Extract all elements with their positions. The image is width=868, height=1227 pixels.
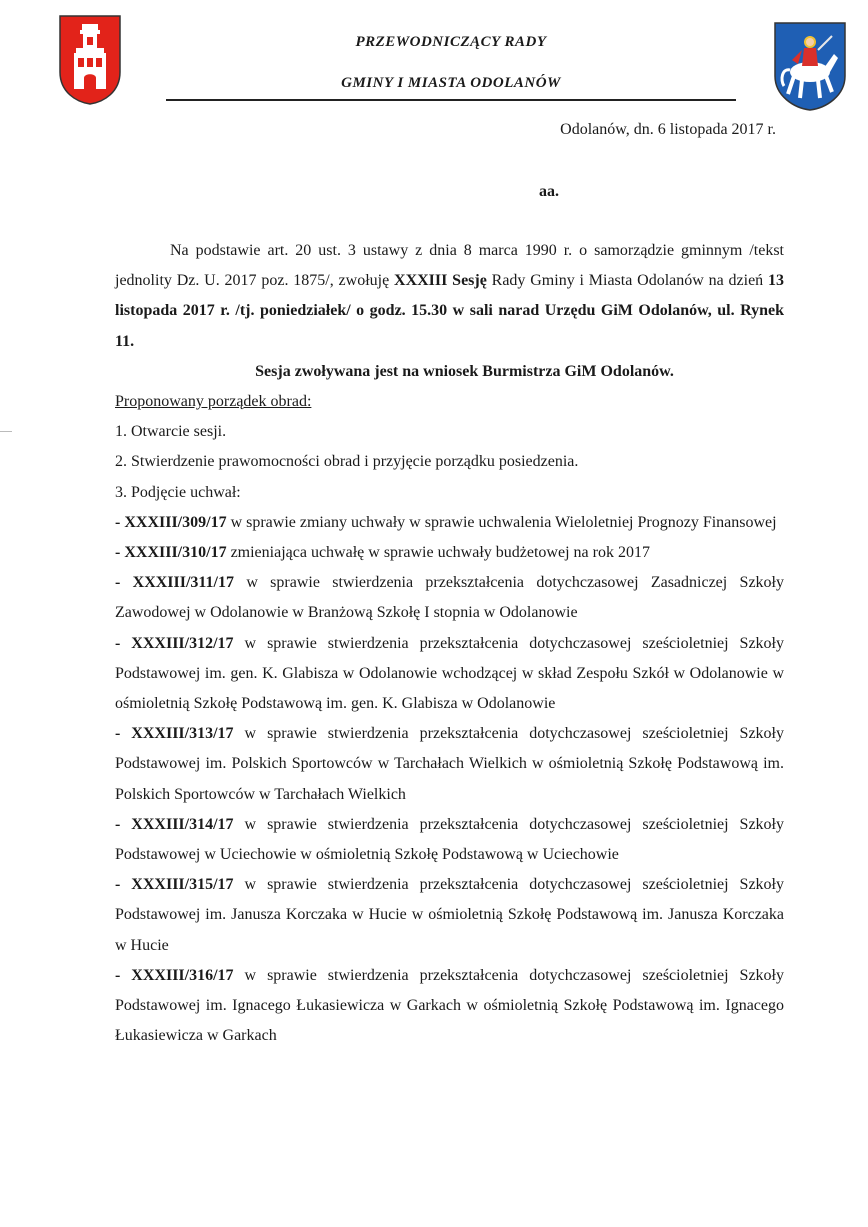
resolution-code: - XXXIII/311/17 [115, 574, 234, 592]
resolution-code: - XXXIII/313/17 [115, 725, 234, 743]
resolution-code: - XXXIII/314/17 [115, 815, 234, 833]
resolution-code: - XXXIII/312/17 [115, 634, 234, 652]
resolution-item [115, 961, 784, 1052]
resolution-text: w sprawie stwierdzenia przekształcenia dotychczasowej sześcioletniej Szkoły Podstawowej w Uciechowie w ośmioletnią Szkołę Podstawową w Uciechowie [115, 815, 785, 864]
resolution-text: w sprawie zmiany uchwały w sprawie uchwalenia Wieloletniej Prognozy Finansowej [226, 513, 777, 531]
header-divider [166, 99, 736, 101]
intro-paragraph [115, 236, 784, 357]
resolution-text: w sprawie stwierdzenia przekształcenia dotychczasowej sześcioletniej Szkoły Podstawowej im. Janusza Korczaka w Hucie w ośmioletnią Szkołę Podstawową im. Janusza Korczaka w Hucie [115, 876, 785, 954]
saint-on-horse-crest-icon [772, 20, 848, 112]
agenda-item: 1. Otwarcie sesji. [115, 423, 227, 441]
date-line: Odolanów, dn. 6 listopada 2017 r. [560, 121, 776, 138]
header-title-line1: PRZEWODNICZĄCY RADY [355, 34, 547, 50]
session-request-note: Sesja zwoływana jest na wniosek Burmistrza GiM Odolanów. [255, 362, 674, 380]
resolution-text: w sprawie stwierdzenia przekształcenia dotychczasowej sześcioletniej Szkoły Podstawowej im. gen. K. Glabisza w Odolanowie wchodzącej w skład Zespołu Szkół w Odolanowie w ośmioletnią Szkołę Podstawową im. gen. K. Glabisza w Odolanowie [115, 634, 785, 713]
odolanow-tower-crest-icon [58, 14, 122, 106]
intro-text-1: Na podstawie art. 20 ust. 3 ustawy z dnia 8 marca 1990 r. o samorządzie gminnym /tekst jednolity Dz. U. 2017 poz. 1875/, zwołuję [115, 242, 784, 290]
resolution-item [115, 568, 784, 628]
document-body [115, 236, 784, 1051]
header-title-line2: GMINY I MIASTA ODOLANÓW [341, 75, 561, 91]
resolution-code: - XXXIII/310/17 [115, 544, 227, 562]
agenda-heading: Proponowany porządek obrad: [115, 393, 312, 411]
resolution-item [115, 538, 784, 568]
resolution-code: - XXXIII/309/17 [115, 513, 227, 531]
session-number: XXXIII Sesję [394, 272, 487, 290]
resolution-item [115, 629, 784, 720]
resolution-item [115, 870, 784, 961]
reference-mark: aa. [539, 183, 559, 200]
resolution-text: w sprawie stwierdzenia przekształcenia dotychczasowej Zasadniczej Szkoły Zawodowej w Odolanowie w Branżową Szkołę I stopnia w Odolanowie [115, 574, 784, 622]
agenda-item: 3. Podjęcie uchwał: [115, 483, 241, 501]
margin-fold-mark [0, 431, 12, 432]
resolution-code: - XXXIII/315/17 [115, 876, 234, 894]
resolution-text: w sprawie stwierdzenia przekształcenia dotychczasowej sześcioletniej Szkoły Podstawowej im. Ignacego Łukasiewicza w Garkach w ośmioletnią Szkołę Podstawową im. Ignacego Łukasiewicza w Garkach [115, 966, 785, 1045]
session-date-place: 13 listopada 2017 r. /tj. poniedziałek/ o godz. 15.30 w sali narad Urzędu GiM Odolanów, ul. Rynek 11. [115, 272, 784, 350]
resolution-text: zmieniająca uchwałę w sprawie uchwały budżetowej na rok 2017 [226, 544, 650, 562]
intro-text-2: Rady Gminy i Miasta Odolanów na dzień [486, 272, 768, 290]
agenda-item: 2. Stwierdzenie prawomocności obrad i przyjęcie porządku posiedzenia. [115, 453, 579, 471]
resolution-item [115, 508, 784, 538]
resolution-code: - XXXIII/316/17 [115, 966, 234, 984]
resolution-text: w sprawie stwierdzenia przekształcenia dotychczasowej sześcioletniej Szkoły Podstawowej im. Polskich Sportowców w Tarchałach Wielkich w ośmioletnią Szkołę Podstawową im. Polskich Sportowców w Tarchałach Wielkich [115, 725, 785, 803]
resolution-item [115, 810, 784, 870]
resolution-item [115, 719, 784, 810]
